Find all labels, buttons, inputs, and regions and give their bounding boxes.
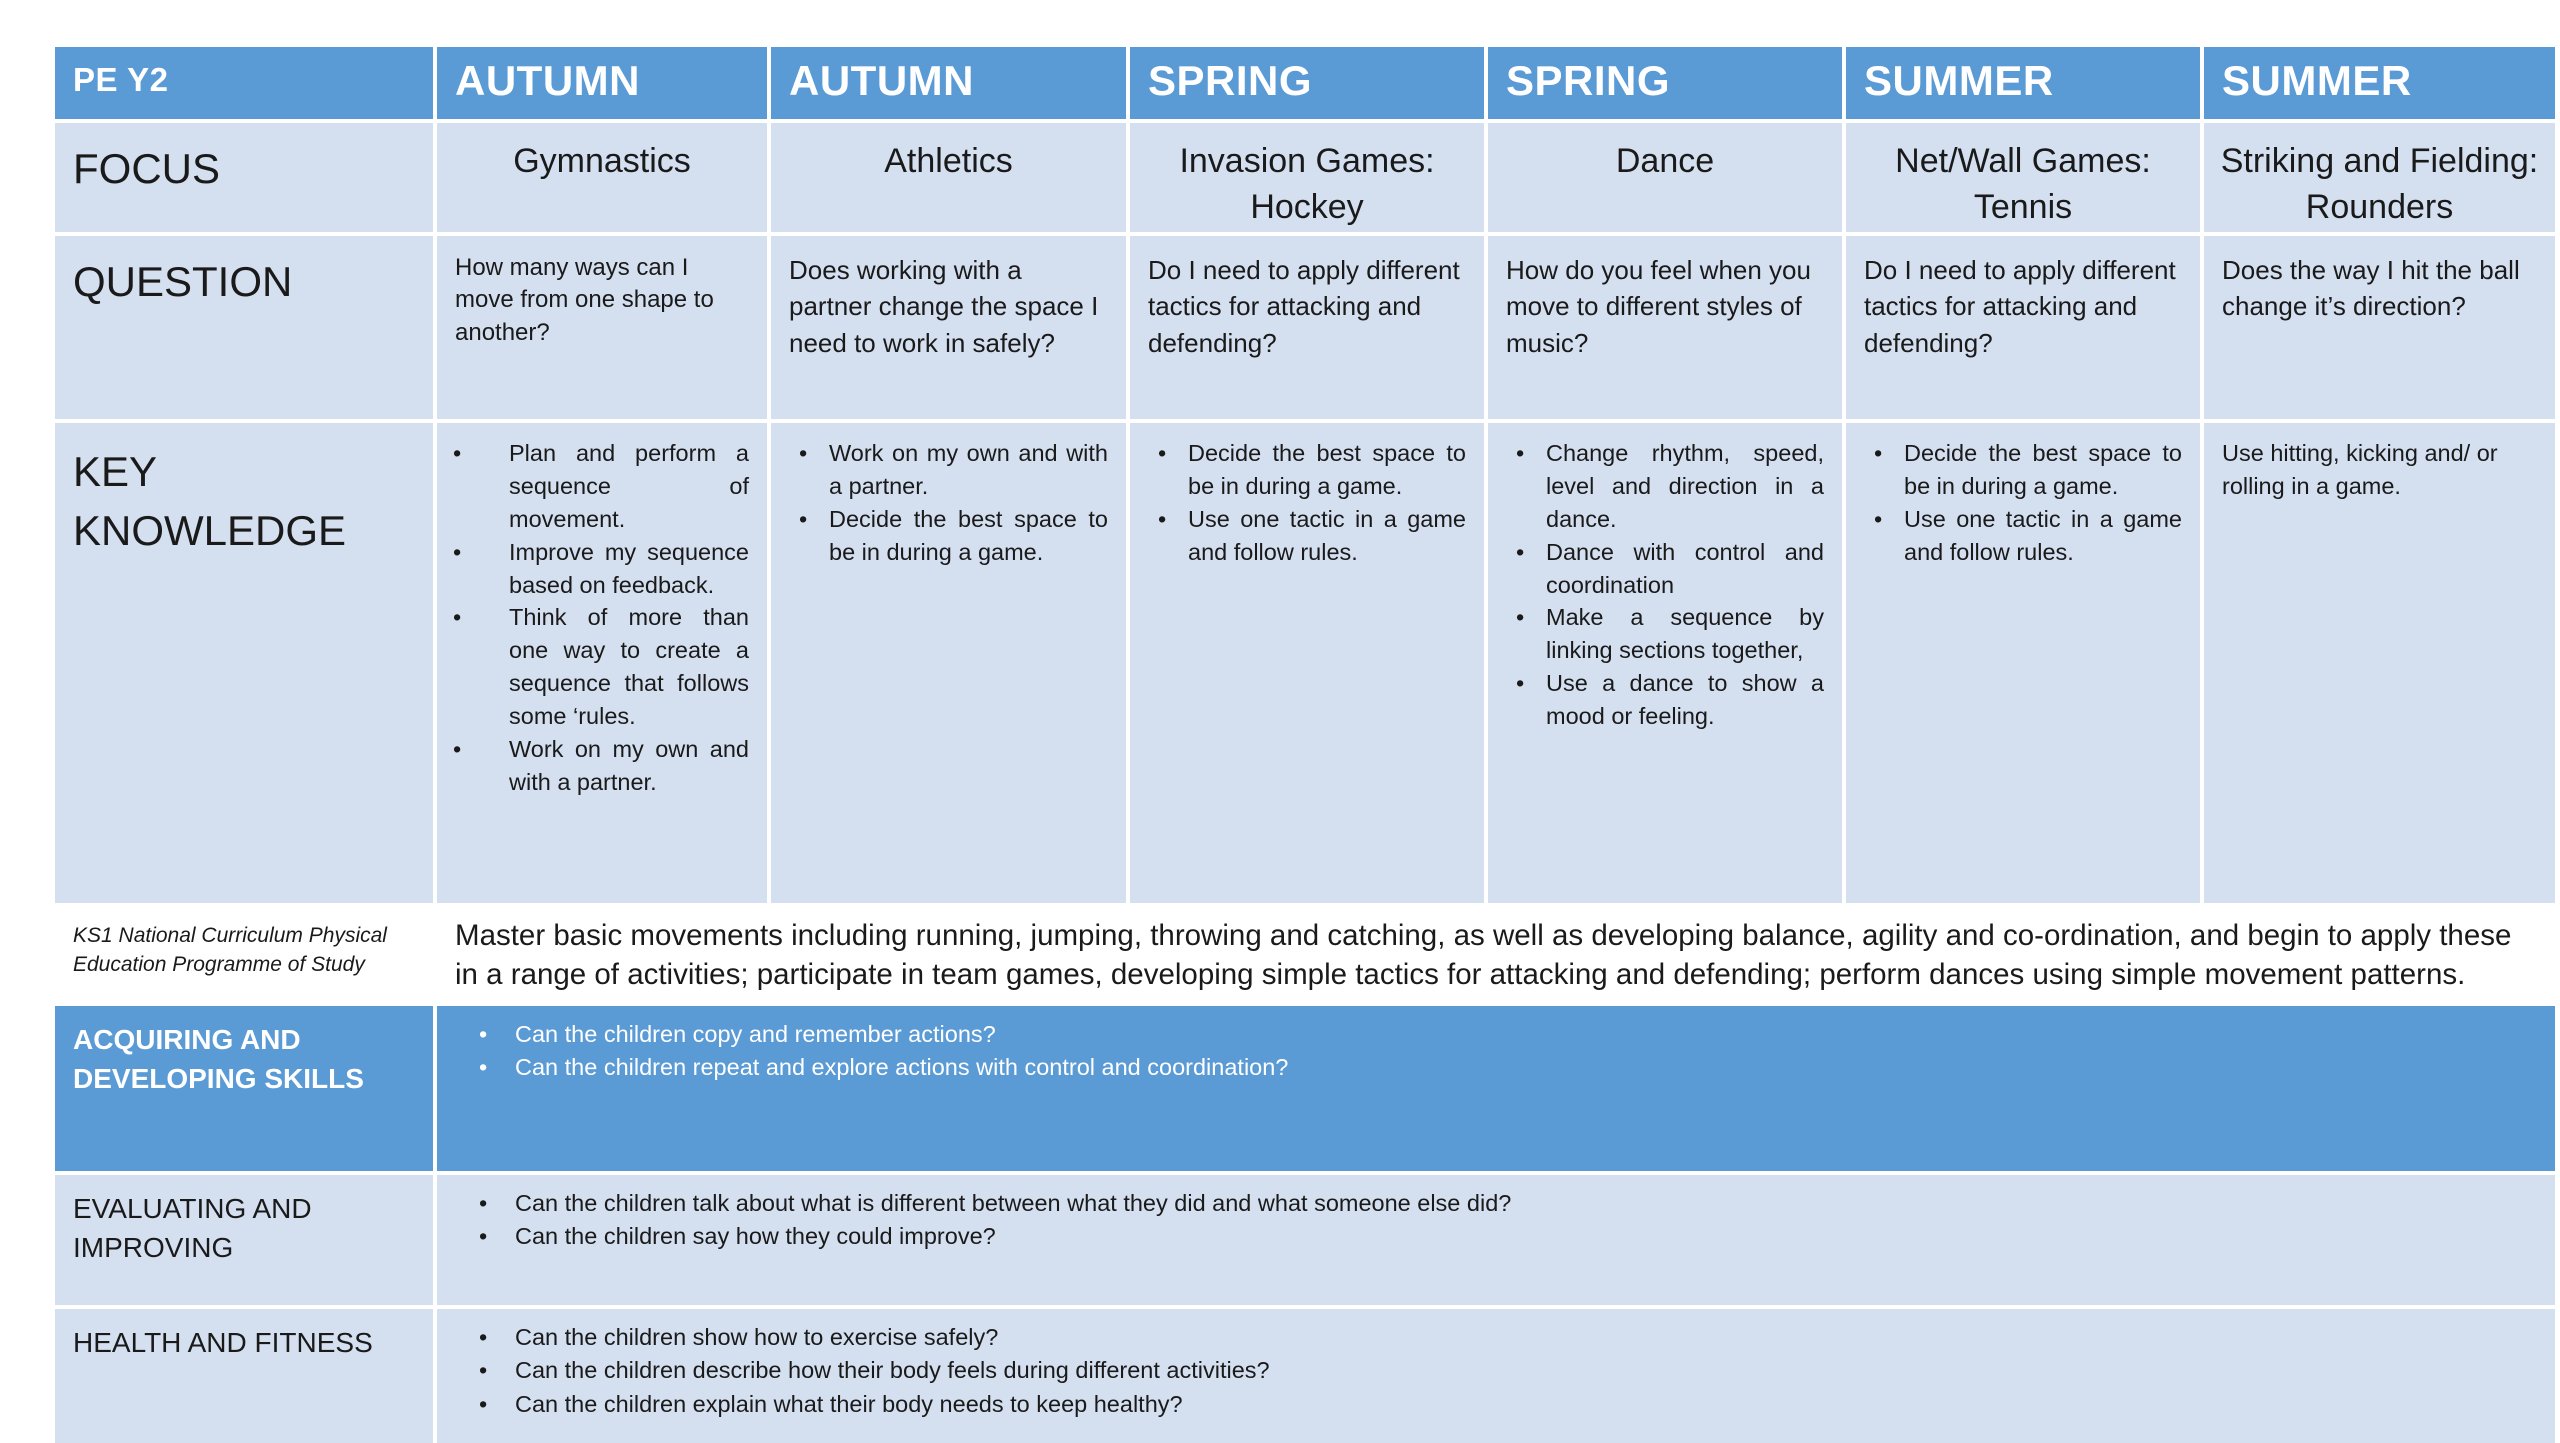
row-label-evaluating: EVALUATING AND IMPROVING (55, 1175, 433, 1305)
list-item: • Can the children repeat and explore actions with control and coordination? (515, 1051, 2537, 1084)
term-header-spring-2: SPRING (1488, 47, 1842, 119)
list-item: • Can the children talk about what is different between what they did and what someone else did? (515, 1187, 2537, 1220)
row-label-acquiring-skills: ACQUIRING AND DEVELOPING SKILLS (55, 1006, 433, 1171)
focus-gymnastics: Gymnastics (437, 123, 767, 232)
key-knowledge-tennis (1846, 423, 2200, 903)
list-item: • Decide the best space to be in during a game. (1188, 437, 1466, 503)
focus-rounders: Striking and Fielding: Rounders (2204, 123, 2555, 232)
focus-tennis: Net/Wall Games: Tennis (1846, 123, 2200, 232)
list-item: • Decide the best space to be in during a game. (1904, 437, 2182, 503)
list-item: • Decide the best space to be in during a game. (829, 503, 1108, 569)
list-item: • Can the children explain what their body needs to keep healthy? (515, 1388, 2537, 1421)
list-item: • Use one tactic in a game and follow rules. (1904, 503, 2182, 569)
list-item: • Plan and perform a sequence of movement. (509, 437, 749, 536)
row-label-health-fitness: HEALTH AND FITNESS (55, 1309, 433, 1443)
term-header-autumn-2: AUTUMN (771, 47, 1126, 119)
health-fitness-list (437, 1309, 2555, 1443)
key-knowledge-rounders: Use hitting, kicking and/ or rolling in a game. (2204, 423, 2555, 903)
row-label-question: QUESTION (55, 236, 433, 419)
row-label-focus: FOCUS (55, 123, 433, 232)
row-label-key-knowledge: KEY KNOWLEDGE (55, 423, 433, 903)
question-dance: How do you feel when you move to different styles of music? (1488, 236, 1842, 419)
term-header-summer-2: SUMMER (2204, 47, 2555, 119)
question-gymnastics: How many ways can I move from one shape to another? (437, 236, 767, 419)
list-item: • Dance with control and coordination (1546, 536, 1824, 602)
focus-hockey: Invasion Games: Hockey (1130, 123, 1484, 232)
list-item: • Can the children show how to exercise safely? (515, 1321, 2537, 1354)
term-header-spring-1: SPRING (1130, 47, 1484, 119)
list-item: • Use a dance to show a mood or feeling. (1546, 667, 1824, 733)
evaluating-list (437, 1175, 2555, 1305)
term-header-summer-1: SUMMER (1846, 47, 2200, 119)
list-item: • Think of more than one way to create a sequence that follows some ‘rules. (509, 601, 749, 733)
pe-curriculum-table (55, 47, 2539, 1417)
key-knowledge-hockey (1130, 423, 1484, 903)
key-knowledge-dance (1488, 423, 1842, 903)
key-knowledge-athletics (771, 423, 1126, 903)
list-item: • Work on my own and with a partner. (509, 733, 749, 799)
list-item: • Make a sequence by linking sections together, (1546, 601, 1824, 667)
table-corner-title: PE Y2 (55, 47, 433, 119)
list-item: • Change rhythm, speed, level and direction in a dance. (1546, 437, 1824, 536)
acquiring-skills-list (437, 1006, 2555, 1171)
list-item: • Can the children describe how their body feels during different activities? (515, 1354, 2537, 1387)
ks1-curriculum-text: Master basic movements including running, jumping, throwing and catching, as well as developing balance, agility and co-ordination, and begin to apply these in a range of activities; participate in team games, developing simple tactics for attacking and defending; perform dances using simple movement patterns. (437, 907, 2555, 1002)
focus-athletics: Athletics (771, 123, 1126, 232)
question-rounders: Does the way I hit the ball change it’s direction? (2204, 236, 2555, 419)
ks1-curriculum-label: KS1 National Curriculum Physical Education Programme of Study (55, 907, 433, 1002)
list-item: • Can the children copy and remember actions? (515, 1018, 2537, 1051)
list-item: • Work on my own and with a partner. (829, 437, 1108, 503)
question-hockey: Do I need to apply different tactics for attacking and defending? (1130, 236, 1484, 419)
focus-dance: Dance (1488, 123, 1842, 232)
question-tennis: Do I need to apply different tactics for attacking and defending? (1846, 236, 2200, 419)
question-athletics: Does working with a partner change the space I need to work in safely? (771, 236, 1126, 419)
list-item: • Can the children say how they could improve? (515, 1220, 2537, 1253)
key-knowledge-gymnastics (437, 423, 767, 903)
term-header-autumn-1: AUTUMN (437, 47, 767, 119)
list-item: • Improve my sequence based on feedback. (509, 536, 749, 602)
list-item: • Use one tactic in a game and follow rules. (1188, 503, 1466, 569)
